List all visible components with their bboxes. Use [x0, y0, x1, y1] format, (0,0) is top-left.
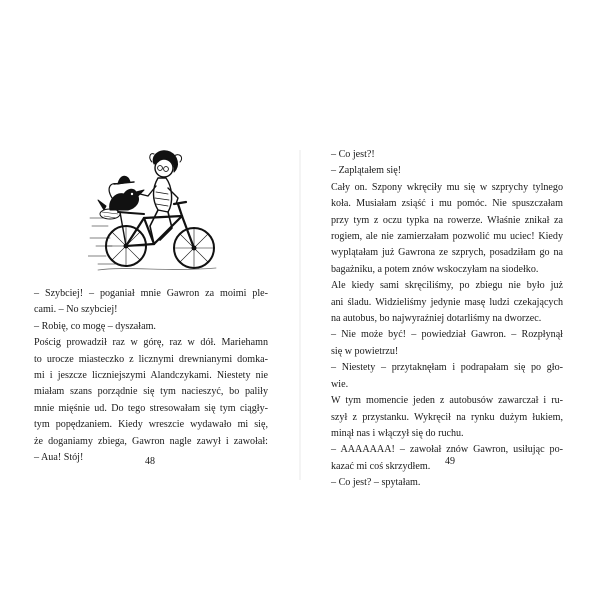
- text-line: – Robię, co mogę – dyszałam.: [34, 320, 156, 332]
- text-line: to urocze miasteczko z licznymi drewnianymi domka-: [34, 353, 268, 365]
- text-line: rogiem, ale nie zamierzałam pozwolić mu uciec! Kiedy: [331, 231, 563, 243]
- text-line: wyplątałam już Gawrona ze szprych, posadziłam go na: [331, 247, 563, 259]
- text-line: mi i jeszcze liczniejszymi Alandczykami. Niestety nie: [34, 370, 268, 382]
- text-line: – Niestety – przytaknęłam i podrapałam się po gło-: [331, 362, 563, 374]
- text-line: Pościg prowadził raz w górę, raz w dół. Mariehamn: [34, 337, 268, 349]
- right-page: [300, 0, 600, 600]
- text-line: ani śladu. Widzieliśmy jedynie masę ludzi czekających: [331, 296, 563, 308]
- text-line: tym popędzaniem. Kiedy wreszcie wydawało mi się,: [34, 419, 268, 431]
- text-line: na autobus, bo najwyraźniej dotarliśmy na dworzec.: [331, 313, 542, 325]
- page-number-left: 48: [145, 456, 155, 467]
- text-line: – Co jest? – spytałam.: [331, 477, 421, 489]
- text-line: miałam szans porządnie się tym nacieszyć, bo paliły: [34, 386, 268, 398]
- illustration-girl-on-bicycle-with-crow: [88, 148, 218, 276]
- page-number-right: 49: [445, 456, 455, 467]
- text-line: – Aua! Stój!: [34, 452, 84, 464]
- text-line: – Nie może być! – powiedział Gawron. – Rozpłynął: [331, 329, 563, 341]
- text-line: mnie mięśnie ud. Do tego stresowałam się tym ciągły-: [34, 402, 268, 414]
- text-line: kazać mi coś skrzydłem.: [331, 460, 431, 472]
- text-line: minął nas i włączył się do ruchu.: [331, 427, 464, 439]
- text-line: przy tym z oczu typka na rowerze. Właśnie znikał za: [331, 214, 563, 226]
- text-line: cami. – No szybciej!: [34, 304, 118, 316]
- text-line: się w powietrzu!: [331, 345, 399, 357]
- text-line: szył z przystanku. Wykręcił na rynku dużym łukiem,: [331, 411, 563, 423]
- text-line: koła. Musiałam zsiąść i mu pomóc. Nie spuszczałam: [331, 198, 563, 210]
- text-line: bagażniku, a potem znów wskoczyłam na siodełko.: [331, 263, 539, 275]
- text-line: Ale kiedy sami skręciliśmy, po zbiegu nie było już: [331, 280, 563, 292]
- text-line: wie.: [331, 378, 349, 390]
- text-line: W tym momencie jeden z autobusów zawarczał i ru-: [331, 395, 563, 407]
- text-line: Cały on. Szpony wkręciły mu się w szprychy tylnego: [331, 181, 563, 193]
- body-text-right: [331, 147, 563, 492]
- text-line: że doganiamy zbiega, Gawron nagle zawył i zawołał:: [34, 435, 268, 447]
- text-line: – Co jest?!: [331, 149, 375, 160]
- text-line: – Zaplątałem się!: [331, 165, 402, 177]
- text-line: – AAAAAAA! – zawołał znów Gawron, usiłując po-: [331, 444, 563, 456]
- text-line: – Szybciej! – poganiał mnie Gawron za moimi ple-: [34, 288, 268, 299]
- body-text-left: [34, 286, 268, 466]
